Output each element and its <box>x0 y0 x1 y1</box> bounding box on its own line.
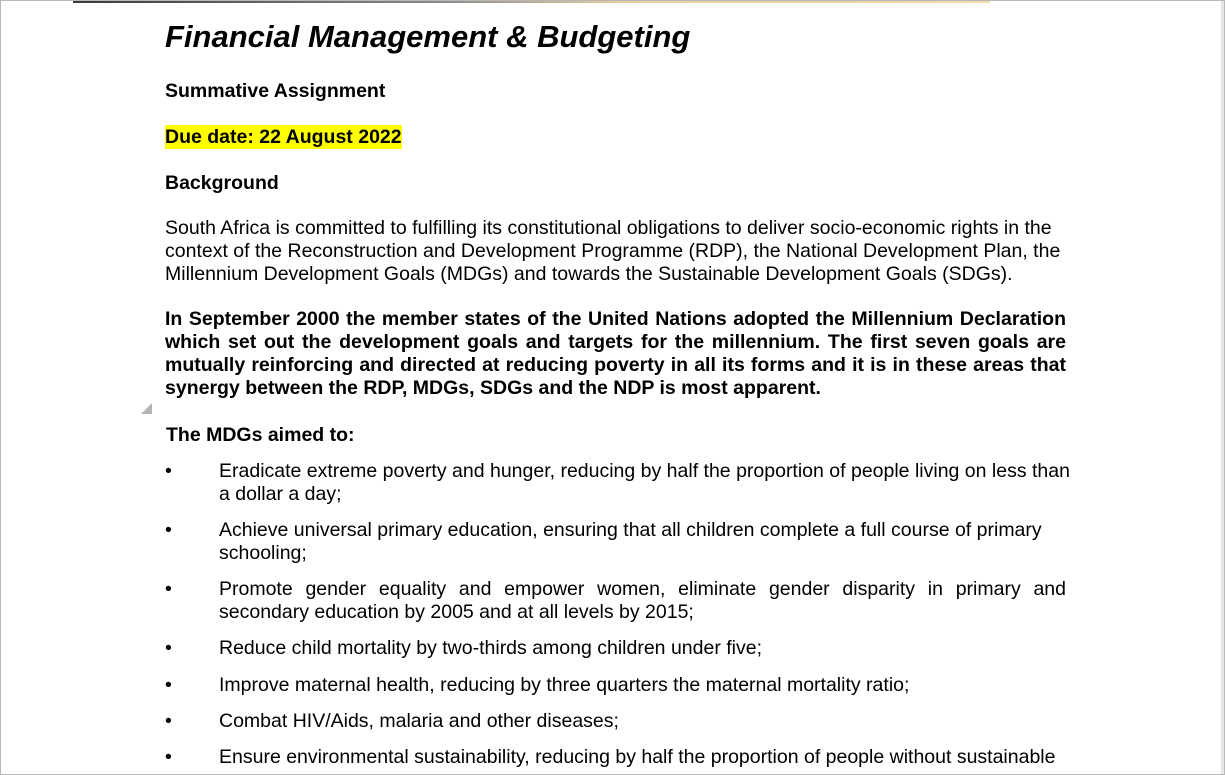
background-paragraph <box>165 217 1071 286</box>
bullet-icon: • <box>165 710 172 732</box>
paragraph-line: synergy between the RDP, MDGs, SDGs and the NDP is most apparent. <box>165 377 821 399</box>
background-heading: Background <box>165 172 279 194</box>
paragraph-line: mutually reinforcing and directed at reducing poverty in all its forms and it is in these areas that <box>165 354 1066 376</box>
text-boundary-marker <box>141 403 152 414</box>
bullet-icon: • <box>165 637 172 659</box>
list-item-line: Reduce child mortality by two-thirds among children under five; <box>219 637 763 659</box>
paragraph-line: which set out the development goals and targets for the millennium. The first seven goals are <box>165 331 1066 353</box>
due-date-highlight: Due date: 22 August 2022 <box>165 126 402 148</box>
bullet-icon: • <box>165 746 172 768</box>
paragraph-line: In September 2000 the member states of the United Nations adopted the Millennium Declaration <box>165 308 1066 330</box>
list-item-line: Eradicate extreme poverty and hunger, reducing by half the proportion of people living on less than <box>219 460 1070 482</box>
millennium-declaration-paragraph <box>165 308 1066 400</box>
list-item-line: Improve maternal health, reducing by three quarters the maternal mortality ratio; <box>219 674 910 696</box>
list-item-text <box>219 519 1069 565</box>
paragraph-line: context of the Reconstruction and Development Programme (RDP), the National Development Plan, the <box>165 240 1061 262</box>
list-item-text <box>219 710 1069 733</box>
document-title: Financial Management & Budgeting <box>165 19 691 54</box>
bullet-icon: • <box>165 674 172 696</box>
paragraph-line: South Africa is committed to fulfilling its constitutional obligations to deliver socio-economic rights in the <box>165 217 1052 239</box>
list-item-line: Promote gender equality and empower women, eliminate gender disparity in primary and <box>219 578 1066 600</box>
bullet-icon: • <box>165 578 172 600</box>
mdg-heading: The MDGs aimed to: <box>166 424 355 446</box>
list-item-text <box>219 637 1069 660</box>
list-item-line: Achieve universal primary education, ensuring that all children complete a full course of primary <box>219 519 1042 541</box>
list-item-line: secondary education by 2005 and at all levels by 2015; <box>219 601 694 623</box>
header-image-strip <box>73 1 990 3</box>
bullet-icon: • <box>165 519 172 541</box>
list-item-text <box>219 460 1069 506</box>
list-item-text <box>219 578 1066 624</box>
list-item-line: schooling; <box>219 542 307 564</box>
assignment-subtitle: Summative Assignment <box>165 80 386 102</box>
list-item-line: Ensure environmental sustainability, reducing by half the proportion of people without sustainable <box>219 746 1056 768</box>
list-item-line: a dollar a day; <box>219 483 342 505</box>
bullet-icon: • <box>165 460 172 482</box>
list-item-text <box>219 674 1069 697</box>
scrollbar-edge[interactable] <box>1221 1 1224 775</box>
list-item-text <box>219 746 1069 769</box>
list-item-line: Combat HIV/Aids, malaria and other diseases; <box>219 710 619 732</box>
paragraph-line: Millennium Development Goals (MDGs) and towards the Sustainable Development Goals (SDGs). <box>165 263 1013 285</box>
